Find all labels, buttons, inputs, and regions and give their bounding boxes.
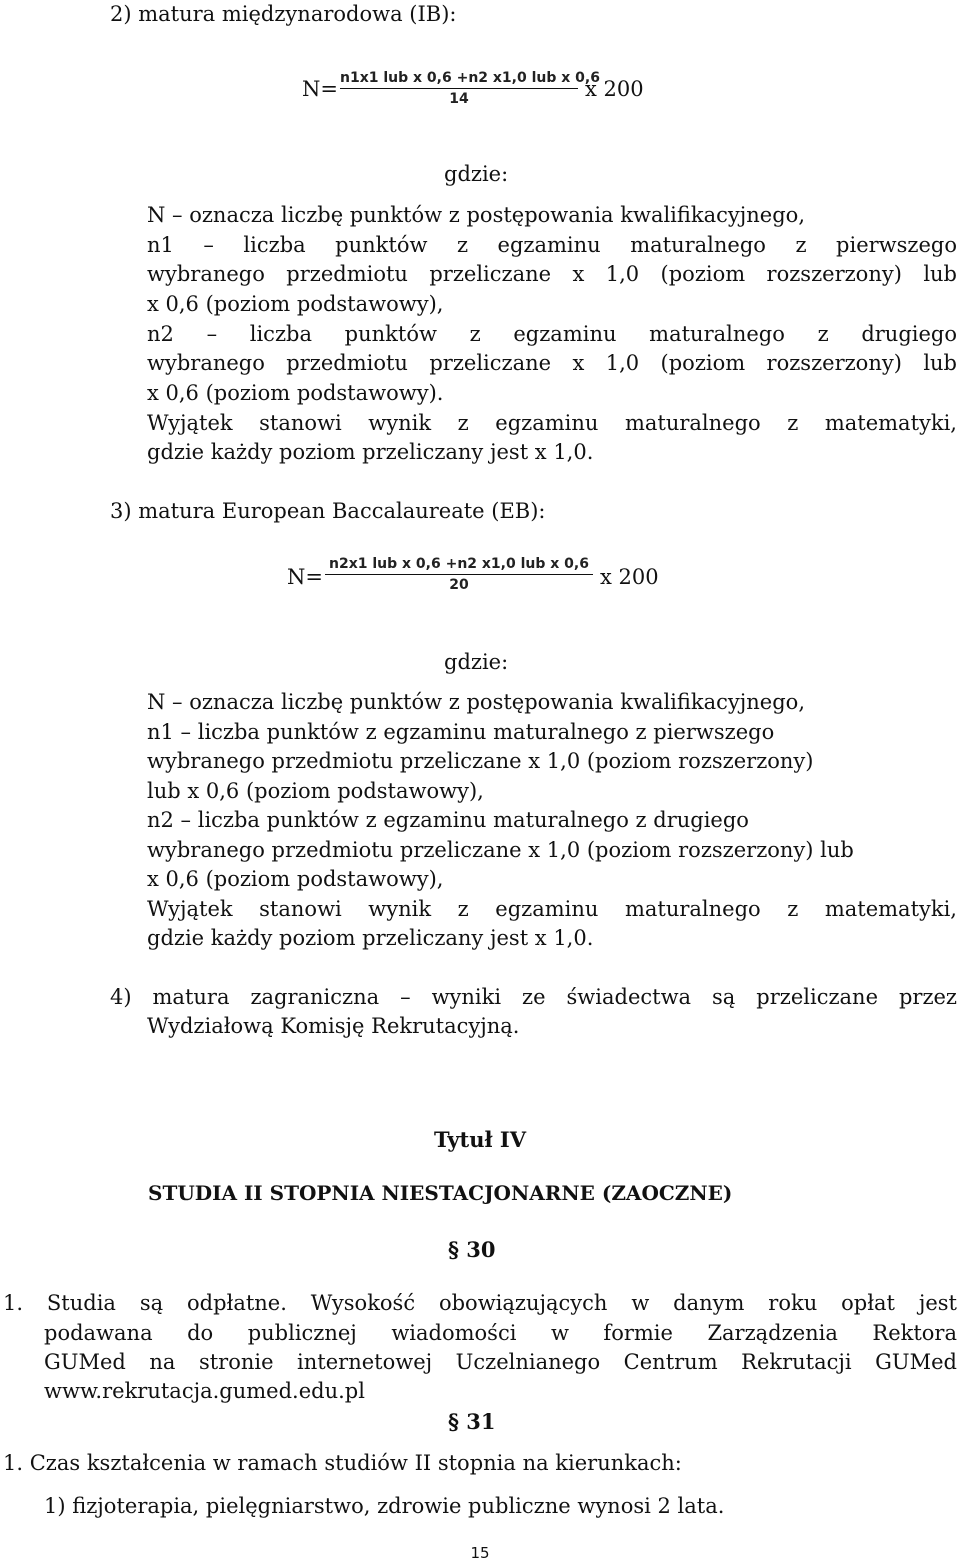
fraction-bar (340, 88, 578, 89)
section-2-line: x 0,6 (poziom podstawowy). (147, 381, 444, 405)
page-number: 15 (470, 1544, 490, 1562)
paragraph-30-link[interactable]: www.rekrutacja.gumed.edu.pl (44, 1379, 365, 1403)
formula-ib-lhs: N= (302, 77, 338, 101)
paragraph-30-line: podawana do publicznej wiadomości w formie Zarządzenia Rektora (44, 1321, 957, 1345)
title-part: Tytuł IV (434, 1127, 526, 1152)
formula-ib-rhs: x 200 (585, 77, 644, 101)
formula-eb-lhs: N= (287, 565, 323, 589)
section-2-line: wybranego przedmiotu przeliczane x 1,0 (poziom rozszerzony) lub (147, 351, 957, 375)
section-2-line: gdzie każdy poziom przeliczany jest x 1,0. (147, 440, 594, 464)
formula-ib-denominator: 14 (449, 91, 469, 107)
section-2-line: n1 – liczba punktów z egzaminu maturalnego z pierwszego (147, 233, 957, 257)
section-3-heading: 3) matura European Baccalaureate (EB): (110, 499, 546, 523)
section-3-line: gdzie każdy poziom przeliczany jest x 1,0. (147, 926, 594, 950)
section-3-line: wybranego przedmiotu przeliczane x 1,0 (poziom rozszerzony) (147, 749, 814, 773)
section-3-line: wybranego przedmiotu przeliczane x 1,0 (poziom rozszerzony) lub (147, 838, 854, 862)
title-name: STUDIA II STOPNIA NIESTACJONARNE (ZAOCZNE) (148, 1181, 733, 1205)
formula-eb-rhs: x 200 (600, 565, 659, 589)
section-2-line: x 0,6 (poziom podstawowy), (147, 292, 444, 316)
section-2-line: N – oznacza liczbę punktów z postępowania kwalifikacyjnego, (147, 203, 805, 227)
fraction-bar (325, 574, 593, 575)
section-4-line: 4) matura zagraniczna – wyniki ze świadectwa są przeliczane przez (110, 985, 957, 1009)
paragraph-31-line: 1) fizjoterapia, pielęgniarstwo, zdrowie publiczne wynosi 2 lata. (44, 1494, 725, 1518)
section-3-line: x 0,6 (poziom podstawowy), (147, 867, 444, 891)
paragraph-31-line: 1. Czas kształcenia w ramach studiów II stopnia na kierunkach: (3, 1451, 682, 1475)
formula-eb-denominator: 20 (449, 577, 469, 593)
paragraph-30-line: 1. Studia są odpłatne. Wysokość obowiązujących w danym roku opłat jest (3, 1291, 957, 1315)
section-2-line: wybranego przedmiotu przeliczane x 1,0 (poziom rozszerzony) lub (147, 262, 957, 286)
section-3-line: lub x 0,6 (poziom podstawowy), (147, 779, 484, 803)
section-2-line: n2 – liczba punktów z egzaminu maturalnego z drugiego (147, 322, 957, 346)
section-3-line: n1 – liczba punktów z egzaminu maturalnego z pierwszego (147, 720, 775, 744)
section-3-line: N – oznacza liczbę punktów z postępowania kwalifikacyjnego, (147, 690, 805, 714)
section-2-heading: 2) matura międzynarodowa (IB): (110, 2, 457, 26)
formula-ib-numerator: n1x1 lub x 0,6 +n2 x1,0 lub x 0,6 (340, 70, 600, 86)
paragraph-30-line: GUMed na stronie internetowej Uczelnianego Centrum Rekrutacji GUMed (44, 1350, 957, 1374)
section-2-where: gdzie: (444, 162, 509, 186)
section-3-line: Wyjątek stanowi wynik z egzaminu maturalnego z matematyki, (147, 897, 957, 921)
section-2-line: Wyjątek stanowi wynik z egzaminu maturalnego z matematyki, (147, 411, 957, 435)
section-4-line: Wydziałową Komisję Rekrutacyjną. (147, 1014, 520, 1038)
section-3-line: n2 – liczba punktów z egzaminu maturalnego z drugiego (147, 808, 749, 832)
paragraph-31-symbol: § 31 (448, 1409, 496, 1434)
section-3-where: gdzie: (444, 650, 509, 674)
formula-eb-numerator: n2x1 lub x 0,6 +n2 x1,0 lub x 0,6 (329, 556, 589, 572)
formula-ib-fraction (340, 70, 600, 107)
formula-eb-fraction (325, 556, 593, 593)
paragraph-30-symbol: § 30 (448, 1237, 496, 1262)
